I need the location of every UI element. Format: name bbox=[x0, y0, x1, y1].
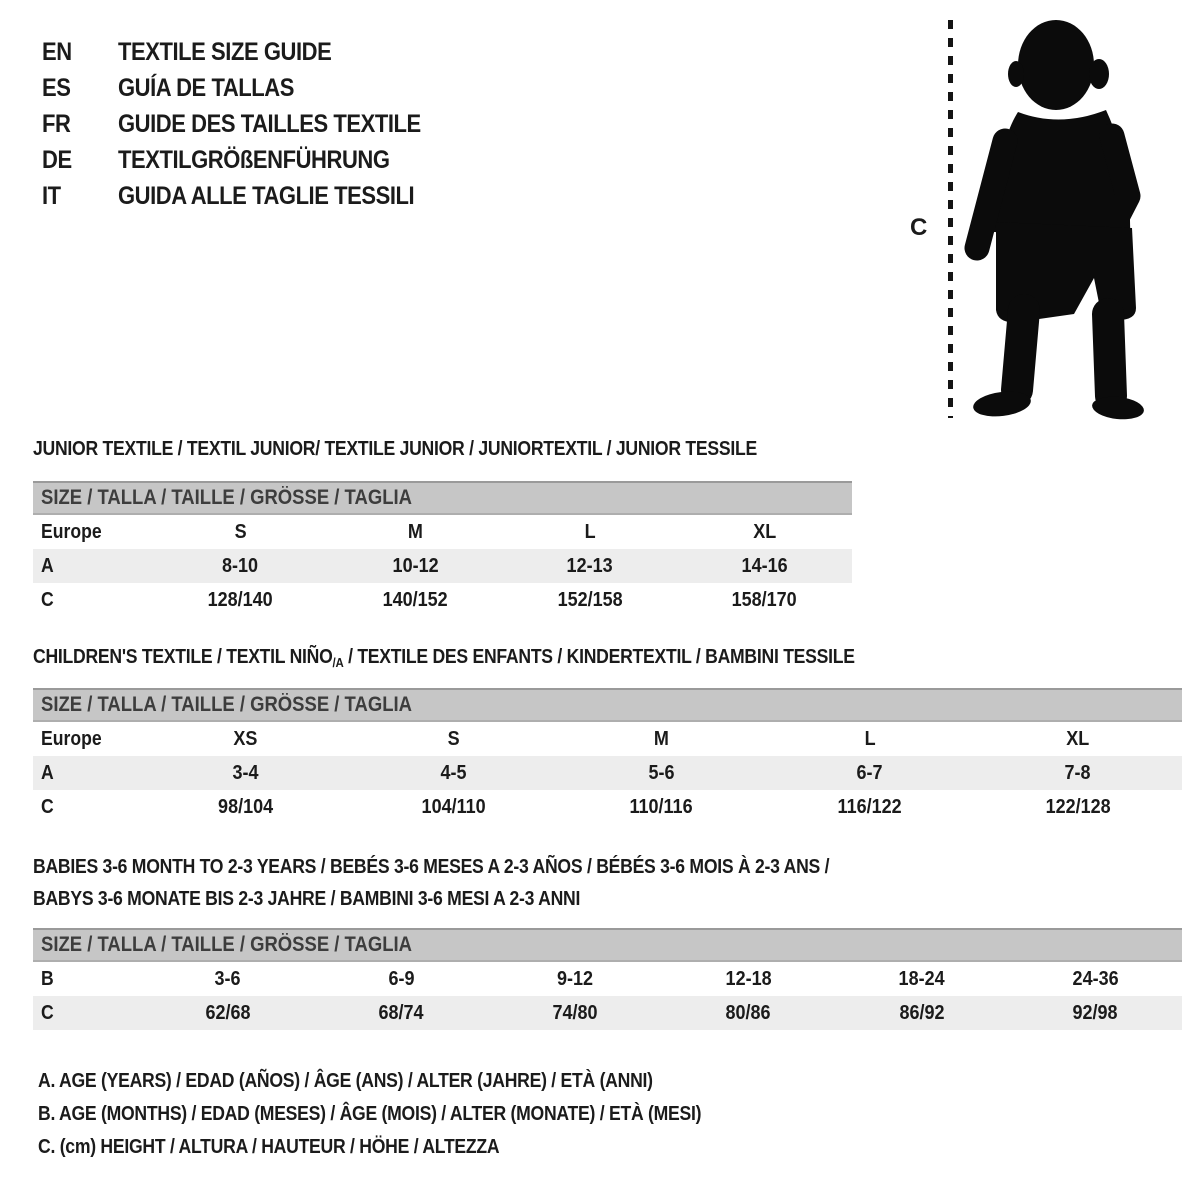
babies-size-table bbox=[33, 928, 1182, 1030]
size-header-cell: S bbox=[447, 727, 460, 750]
size-header-band: SIZE / TALLA / TAILLE / GRÖSSE / TAGLIA bbox=[33, 481, 852, 515]
language-row-it bbox=[42, 178, 462, 214]
language-title: GUÍA DE TALLAS bbox=[118, 73, 294, 102]
children-size-table bbox=[33, 688, 1182, 824]
region-header-cell: Europe bbox=[41, 520, 102, 543]
value-cell: 68/74 bbox=[378, 1001, 424, 1024]
value-cell: 3-6 bbox=[214, 967, 241, 990]
babies-section-title-line2: BABYS 3-6 MONATE BIS 2-3 JAHRE / BAMBINI 3-6 MESI A 2-3 ANNI bbox=[33, 888, 581, 910]
row-label: C bbox=[41, 795, 54, 818]
legend-height-cm: C. (cm) HEIGHT / ALTURA / HAUTEUR / HÖHE / ALTEZZA bbox=[38, 1136, 500, 1158]
language-title-block bbox=[42, 34, 462, 214]
size-header-cell: M bbox=[407, 520, 423, 543]
value-cell: 158/170 bbox=[732, 588, 798, 611]
row-label: B bbox=[41, 967, 54, 990]
language-code: FR bbox=[42, 109, 71, 138]
value-cell: 12-18 bbox=[725, 967, 772, 990]
height-cm-row bbox=[33, 583, 852, 617]
age-years-row bbox=[33, 756, 1182, 790]
junior-section-title: JUNIOR TEXTILE / TEXTIL JUNIOR/ TEXTILE JUNIOR / JUNIORTEXTIL / JUNIOR TESSILE bbox=[33, 438, 757, 460]
value-cell: 98/104 bbox=[217, 795, 273, 818]
value-cell: 92/98 bbox=[1072, 1001, 1118, 1024]
height-measure-label: C bbox=[910, 214, 928, 241]
children-section-title: CHILDREN'S TEXTILE / TEXTIL $NIÑO_{/A}$ / TEXTILE DES ENFANTS / KINDERTEXTIL / BAMBINI TESSILE bbox=[33, 646, 855, 670]
size-header-band: SIZE / TALLA / TAILLE / GRÖSSE / TAGLIA bbox=[33, 928, 1182, 962]
value-cell: 5-6 bbox=[648, 761, 675, 784]
value-cell: 116/122 bbox=[837, 795, 902, 818]
value-cell: 110/116 bbox=[629, 795, 694, 818]
size-header-cell: XL bbox=[1066, 727, 1090, 750]
row-label: C bbox=[41, 1001, 54, 1024]
value-cell: 12-13 bbox=[566, 554, 613, 577]
language-code: DE bbox=[42, 145, 72, 174]
junior-size-table bbox=[33, 481, 852, 617]
legend-age-years: A. AGE (YEARS) / EDAD (AÑOS) / ÂGE (ANS) / ALTER (JAHRE) / ETÀ (ANNI) bbox=[38, 1070, 653, 1092]
value-cell: 128/140 bbox=[207, 588, 273, 611]
value-cell: 9-12 bbox=[556, 967, 593, 990]
size-header-cell: XS bbox=[233, 727, 258, 750]
value-cell: 4-5 bbox=[440, 761, 467, 784]
value-cell: 8-10 bbox=[222, 554, 259, 577]
value-cell: 6-9 bbox=[388, 967, 415, 990]
language-title: TEXTILGRÖßENFÜHRUNG bbox=[118, 145, 390, 174]
language-row-fr bbox=[42, 106, 462, 142]
value-cell: 152/158 bbox=[557, 588, 623, 611]
babies-section-title-line1: BABIES 3-6 MONTH TO 2-3 YEARS / BEBÉS 3-6 MESES A 2-3 AÑOS / BÉBÉS 3-6 MOIS À 2-3 ANS / bbox=[33, 856, 830, 878]
column-header-row bbox=[33, 722, 1182, 756]
height-measure-dashed-line bbox=[948, 20, 953, 418]
language-title: GUIDA ALLE TAGLIE TESSILI bbox=[118, 181, 415, 210]
value-cell: 62/68 bbox=[205, 1001, 251, 1024]
value-cell: 74/80 bbox=[552, 1001, 598, 1024]
language-row-es bbox=[42, 70, 462, 106]
value-cell: 24-36 bbox=[1072, 967, 1119, 990]
row-label: A bbox=[41, 554, 54, 577]
value-cell: 14-16 bbox=[741, 554, 788, 577]
language-row-de bbox=[42, 142, 462, 178]
size-header-cell: M bbox=[654, 727, 670, 750]
language-code: ES bbox=[42, 73, 71, 102]
language-title: GUIDE DES TAILLES TEXTILE bbox=[118, 109, 421, 138]
size-header-cell: L bbox=[584, 520, 596, 543]
age-months-row bbox=[33, 962, 1182, 996]
row-label: A bbox=[41, 761, 54, 784]
legend-age-months: B. AGE (MONTHS) / EDAD (MESES) / ÂGE (MOIS) / ALTER (MONATE) / ETÀ (MESI) bbox=[38, 1103, 702, 1125]
value-cell: 140/152 bbox=[382, 588, 448, 611]
language-code: IT bbox=[42, 181, 61, 210]
language-title: TEXTILE SIZE GUIDE bbox=[118, 37, 332, 66]
value-cell: 7-8 bbox=[1064, 761, 1091, 784]
size-header-cell: L bbox=[864, 727, 876, 750]
value-cell: 122/128 bbox=[1045, 795, 1111, 818]
size-header-cell: XL bbox=[753, 520, 777, 543]
row-label: C bbox=[41, 588, 54, 611]
size-header-cell: S bbox=[234, 520, 247, 543]
region-header-cell: Europe bbox=[41, 727, 102, 750]
value-cell: 6-7 bbox=[856, 761, 883, 784]
language-code: EN bbox=[42, 37, 72, 66]
value-cell: 86/92 bbox=[899, 1001, 945, 1024]
language-row-en bbox=[42, 34, 462, 70]
age-years-row bbox=[33, 549, 852, 583]
toddler-silhouette bbox=[960, 16, 1145, 420]
measure-legend bbox=[38, 1070, 792, 1169]
column-header-row bbox=[33, 515, 852, 549]
size-header-band: SIZE / TALLA / TAILLE / GRÖSSE / TAGLIA bbox=[33, 688, 1182, 722]
value-cell: 18-24 bbox=[898, 967, 945, 990]
value-cell: 104/110 bbox=[421, 795, 486, 818]
height-cm-row bbox=[33, 996, 1182, 1030]
height-cm-row bbox=[33, 790, 1182, 824]
value-cell: 80/86 bbox=[725, 1001, 771, 1024]
nino-a-subscript: /A bbox=[332, 655, 344, 670]
value-cell: 10-12 bbox=[392, 554, 439, 577]
value-cell: 3-4 bbox=[232, 761, 259, 784]
